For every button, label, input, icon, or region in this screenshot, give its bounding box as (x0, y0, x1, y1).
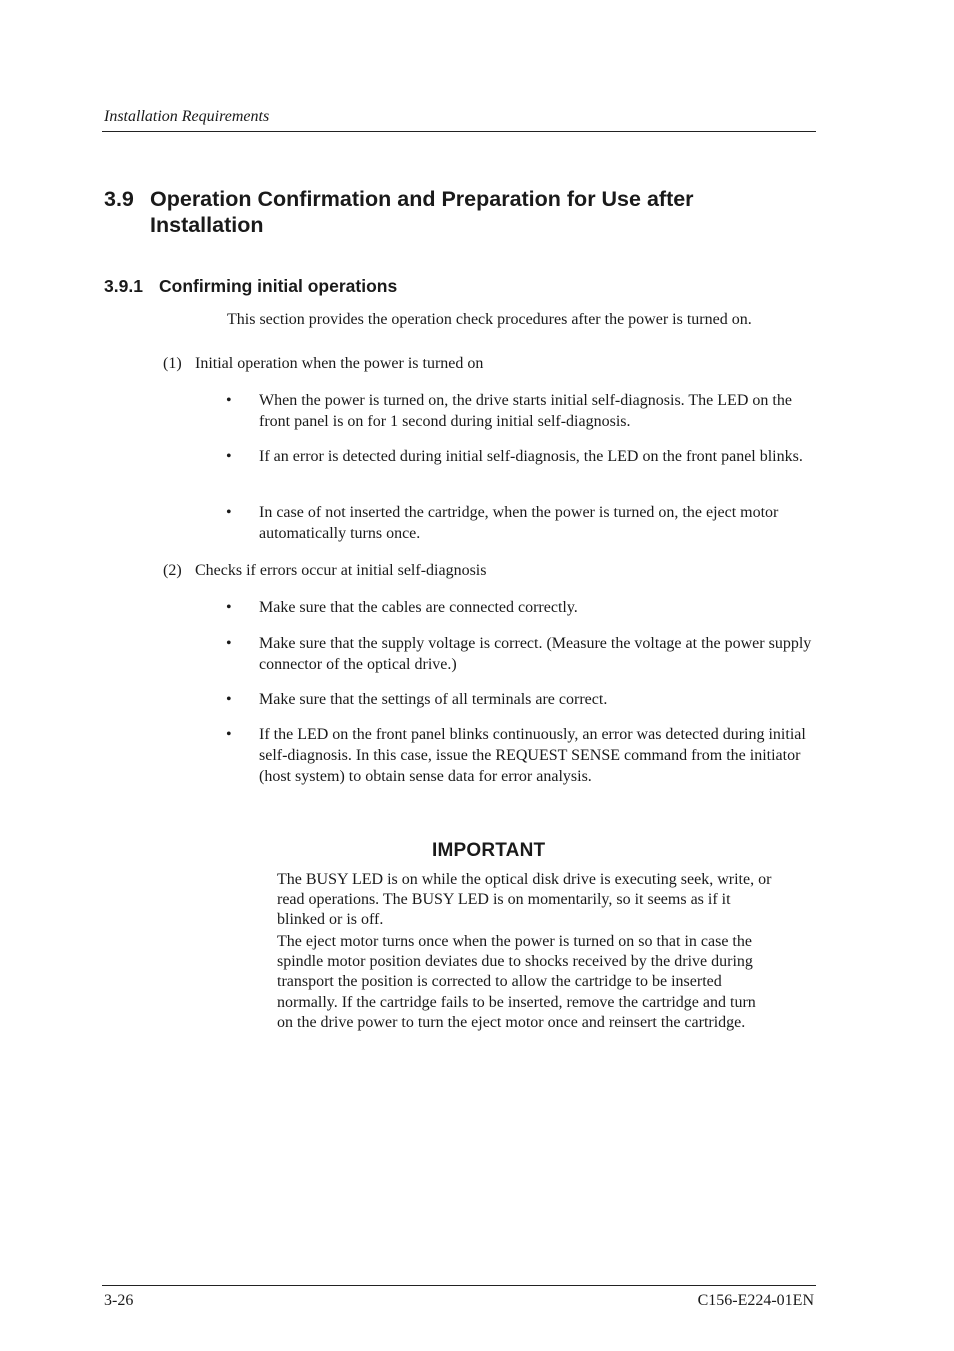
intro-paragraph: This section provides the operation check procedures after the power is turned on. (227, 311, 752, 328)
section-number: 3.9 (104, 187, 134, 211)
bullet-symbol: • (226, 635, 232, 652)
item-label: Initial operation when the power is turned on (195, 355, 484, 372)
important-paragraph: The BUSY LED is on while the optical disk drive is executing seek, write, or read operations. The BUSY LED is on momentarily, so it seems as if it blinked or is off. (277, 871, 772, 929)
item-label: Checks if errors occur at initial self-diagnosis (195, 562, 487, 579)
item-number: (2) (163, 562, 182, 579)
item-number: (1) (163, 355, 182, 372)
subsection-title: Confirming initial operations (159, 276, 398, 296)
important-heading: IMPORTANT (432, 840, 546, 861)
bullet-symbol: • (226, 448, 232, 465)
running-header: Installation Requirements (104, 108, 270, 125)
bullet-symbol: • (226, 691, 232, 708)
subsection-number: 3.9.1 (104, 276, 143, 296)
bullet-text: In case of not inserted the cartridge, when the power is turned on, the eject motor automatically turns once. (259, 504, 779, 542)
section-title: Operation Confirmation and Preparation for Use after Installation (150, 187, 694, 237)
bullet-symbol: • (226, 392, 232, 409)
header-rule (102, 131, 816, 132)
bullet-symbol: • (226, 504, 232, 521)
document-code: C156-E224-01EN (697, 1292, 814, 1309)
bullet-text: If the LED on the front panel blinks continuously, an error was detected during initial self-diagnosis. In this case, issue the REQUEST SENSE command from the initiator (host system) to obtain sense data for error analysis. (259, 726, 806, 785)
page-number: 3-26 (104, 1292, 134, 1309)
important-paragraph: The eject motor turns once when the power is turned on so that in case the spindle motor position deviates due to shocks received by the drive during transport the position is corrected to allow the cartridge to be inserted normally. If the cartridge fails to be inserted, remove the cartridge and turn on the drive power to turn the eject motor once and reinsert the cartridge. (277, 933, 756, 1031)
bullet-symbol: • (226, 599, 232, 616)
bullet-symbol: • (226, 726, 232, 743)
bullet-text: If an error is detected during initial self-diagnosis, the LED on the front panel blinks. (259, 448, 803, 465)
bullet-text: Make sure that the cables are connected correctly. (259, 599, 578, 616)
bullet-text: Make sure that the supply voltage is correct. (Measure the voltage at the power supply connector of the optical drive.) (259, 635, 812, 673)
footer-rule (102, 1285, 816, 1286)
bullet-text: Make sure that the settings of all terminals are correct. (259, 691, 608, 708)
bullet-text: When the power is turned on, the drive starts initial self-diagnosis. The LED on the front panel is on for 1 second during initial self-diagnosis. (259, 392, 792, 430)
